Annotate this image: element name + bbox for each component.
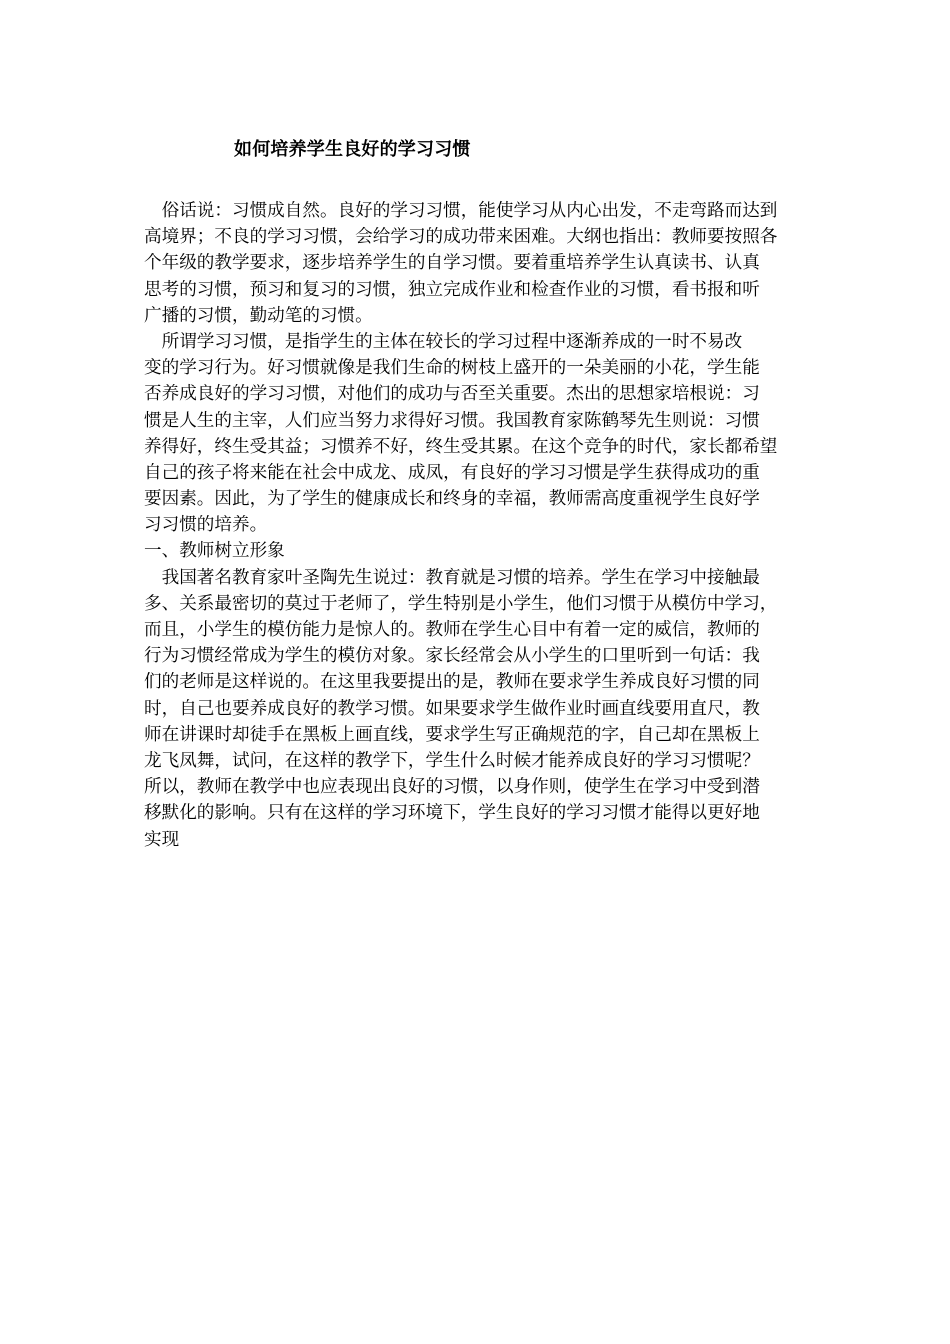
section-heading: 一、教师树立形象 bbox=[144, 541, 285, 562]
text-line: 变的学习行为。好习惯就像是我们生命的树枝上盛开的一朵美丽的小花，学生能 bbox=[144, 358, 760, 379]
text-line: 要因素。因此，为了学生的健康成长和终身的幸福，教师需高度重视学生良好学 bbox=[144, 489, 760, 510]
text-line: 自己的孩子将来能在社会中成龙、成凤，有良好的学习习惯是学生获得成功的重 bbox=[144, 462, 760, 483]
text-line: 否养成良好的学习习惯，对他们的成功与否至关重要。杰出的思想家培根说：习 bbox=[144, 384, 760, 405]
document-title: 如何培养学生良好的学习习惯 bbox=[234, 139, 471, 160]
text-line: 实现 bbox=[144, 829, 180, 850]
text-line: 个年级的教学要求，逐步培养学生的自学习惯。要着重培养学生认真读书、认真 bbox=[144, 253, 760, 274]
text-line: 惯是人生的主宰，人们应当努力求得好习惯。我国教育家陈鹤琴先生则说：习惯 bbox=[144, 410, 760, 431]
text-line: 思考的习惯，预习和复习的习惯，独立完成作业和检查作业的习惯，看书报和听 bbox=[144, 279, 760, 300]
text-line: 行为习惯经常成为学生的模仿对象。家长经常会从小学生的口里听到一句话：我 bbox=[144, 646, 760, 667]
text-line: 师在讲课时却徒手在黑板上画直线，要求学生写正确规范的字，自己却在黑板上 bbox=[144, 724, 760, 745]
text-line: 习习惯的培养。 bbox=[144, 515, 268, 536]
text-line: 所谓学习习惯，是指学生的主体在较长的学习过程中逐渐养成的一时不易改 bbox=[144, 331, 743, 352]
text-line: 广播的习惯，勤动笔的习惯。 bbox=[144, 305, 373, 326]
text-line: 移默化的影响。只有在这样的学习环境下，学生良好的学习习惯才能得以更好地 bbox=[144, 803, 760, 824]
text-line: 多、关系最密切的莫过于老师了，学生特别是小学生，他们习惯于从模仿中学习， bbox=[144, 593, 778, 614]
text-line: 龙飞凤舞，试问，在这样的教学下，学生什么时候才能养成良好的学习习惯呢？ bbox=[144, 750, 760, 771]
text-line: 所以，教师在教学中也应表现出良好的习惯，以身作则，使学生在学习中受到潜 bbox=[144, 777, 760, 798]
text-line: 我国著名教育家叶圣陶先生说过：教育就是习惯的培养。学生在学习中接触最 bbox=[144, 567, 760, 588]
text-line: 而且，小学生的模仿能力是惊人的。教师在学生心目中有着一定的威信，教师的 bbox=[144, 620, 760, 640]
text-line: 养得好，终生受其益；习惯养不好，终生受其累。在这个竞争的时代，家长都希望 bbox=[144, 436, 778, 457]
text-line: 俗话说：习惯成自然。良好的学习习惯，能使学习从内心出发，不走弯路而达到 bbox=[144, 201, 778, 221]
text-line: 时，自己也要养成良好的教学习惯。如果要求学生做作业时画直线要用直尺，教 bbox=[144, 698, 760, 719]
text-line: 们的老师是这样说的。在这里我要提出的是，教师在要求学生养成良好习惯的同 bbox=[144, 672, 760, 693]
text-line: 高境界；不良的学习习惯，会给学习的成功带来困难。大纲也指出：教师要按照各 bbox=[144, 227, 778, 248]
document-body bbox=[144, 198, 810, 853]
